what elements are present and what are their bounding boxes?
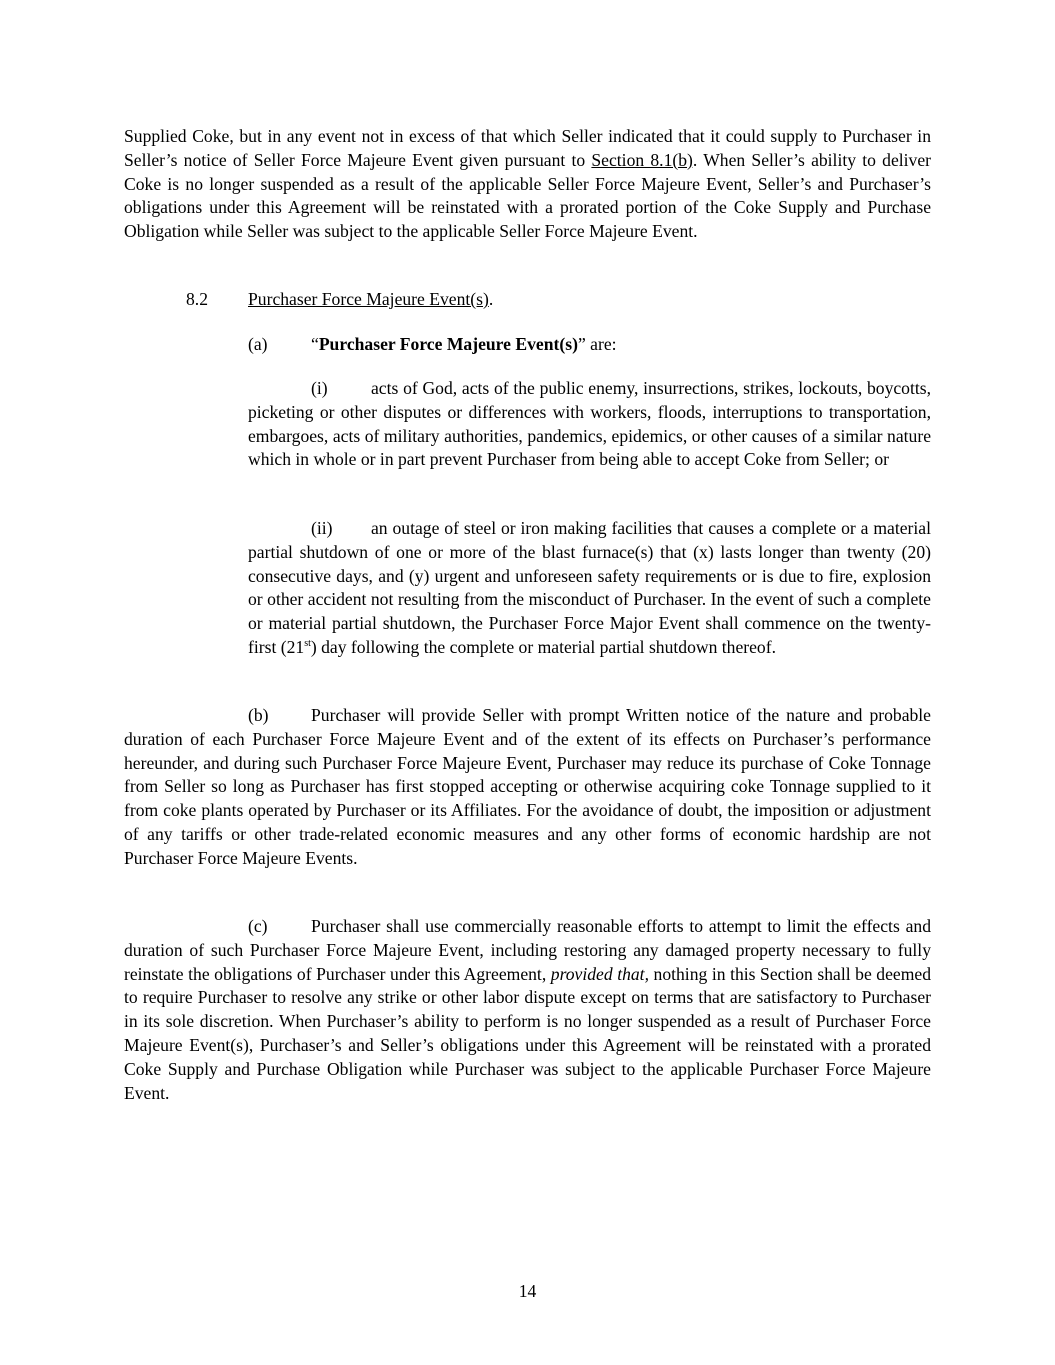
clause-label: (i) xyxy=(311,378,328,398)
text: acts of God, acts of the public enemy, insurrections, strikes, lockouts, boycotts, picketing or other disputes or differences with workers, floods, interruptions to transportation, embargoes, acts of military authorities, pandemics, epidemics, or other causes of a similar nature which in whole or in part prevent Purchaser from being able to accept Coke from Seller; or xyxy=(248,378,931,470)
text: ) day following the complete or material partial shutdown thereof. xyxy=(310,636,776,657)
clause-label: (ii) xyxy=(311,518,333,538)
text: Purchaser shall use commercially reasonable efforts to attempt to limit the effects and duration of such Purchaser Force Majeure Event, including restoring any damaged property necessary to fully reinstate the obligations of Purchaser under this Agreement, xyxy=(124,916,931,984)
intro-paragraph xyxy=(124,125,931,244)
superscript: st xyxy=(304,638,311,650)
section-title: Purchaser Force Majeure Event(s) xyxy=(248,289,489,309)
clause-i xyxy=(248,377,931,472)
text: ” are: xyxy=(577,334,617,354)
section-8-2-heading xyxy=(186,288,931,312)
section-number: 8.2 xyxy=(186,289,208,309)
text: . When Seller’s ability to deliver Coke is no longer suspended as a result of the applicable Seller Force Majeure Event, Seller’s and Purchaser’s obligations under this Agreement will be reinstated with a prorated portion of the Coke Supply and Purchase Obligation while Seller was subject to the applicable Seller Force Majeure Event. xyxy=(124,149,931,242)
subsection-c xyxy=(124,915,931,1105)
subsection-a xyxy=(248,333,931,357)
text: . xyxy=(488,289,494,309)
subsection-label: (c) xyxy=(248,916,268,936)
text: nothing in this Section shall be deemed to require Purchaser to resolve any strike or other labor dispute except on terms that are satisfactory to Purchaser in its sole discretion. When Purchaser’s ability to perform is no longer suspended as a result of Purchaser Force Majeure Event(s), Purchaser’s and Seller’s obligations under this Agreement will be reinstated with a prorated Coke Supply and Purchase Obligation while Purchaser was subject to the applicable Purchaser Force Majeure Event. xyxy=(124,963,932,1103)
clause-ii xyxy=(248,517,931,660)
subsection-label: (a) xyxy=(248,334,268,354)
defined-term: Purchaser Force Majeure Event(s) xyxy=(318,334,578,354)
text: Supplied Coke, but in any event not in excess of that which Seller indicated that it could supply to Purchaser in Seller’s notice of Seller Force Majeure Event given pursuant to xyxy=(124,126,931,170)
italic-text: provided that, xyxy=(550,963,649,984)
subsection-b xyxy=(124,704,931,871)
text: “ xyxy=(311,334,319,354)
text: an outage of steel or iron making facilities that causes a complete or a material partial shutdown of one or more of the blast furnace(s) that (x) lasts longer than twenty (20) consecutive days, and (y) urgent and unforeseen safety requirements or is due to fire, explosion or other accident not resulting from the misconduct of Purchaser. In the event of such a complete or material partial shutdown, the Purchaser Force Major Event shall commence on the twenty-first (21 xyxy=(248,518,931,657)
page-number: 14 xyxy=(518,1281,537,1301)
subsection-label: (b) xyxy=(248,705,269,725)
text: Purchaser will provide Seller with prompt Written notice of the nature and probable duration of each Purchaser Force Majeure Event and of the extent of its effects on Purchaser’s performance hereunder, and during such Purchaser Force Majeure Event, Purchaser may reduce its purchase of Coke Tonnage from Seller so long as Purchaser has first stopped accepting or otherwise acquiring coke Tonnage supplied to it from coke plants operated by Purchaser or its Affiliates. For the avoidance of doubt, the imposition or adjustment of any tariffs or other trade-related economic measures and any other forms of economic hardship are not Purchaser Force Majeure Events. xyxy=(124,705,931,868)
section-reference-link: Section 8.1(b) xyxy=(591,149,693,170)
